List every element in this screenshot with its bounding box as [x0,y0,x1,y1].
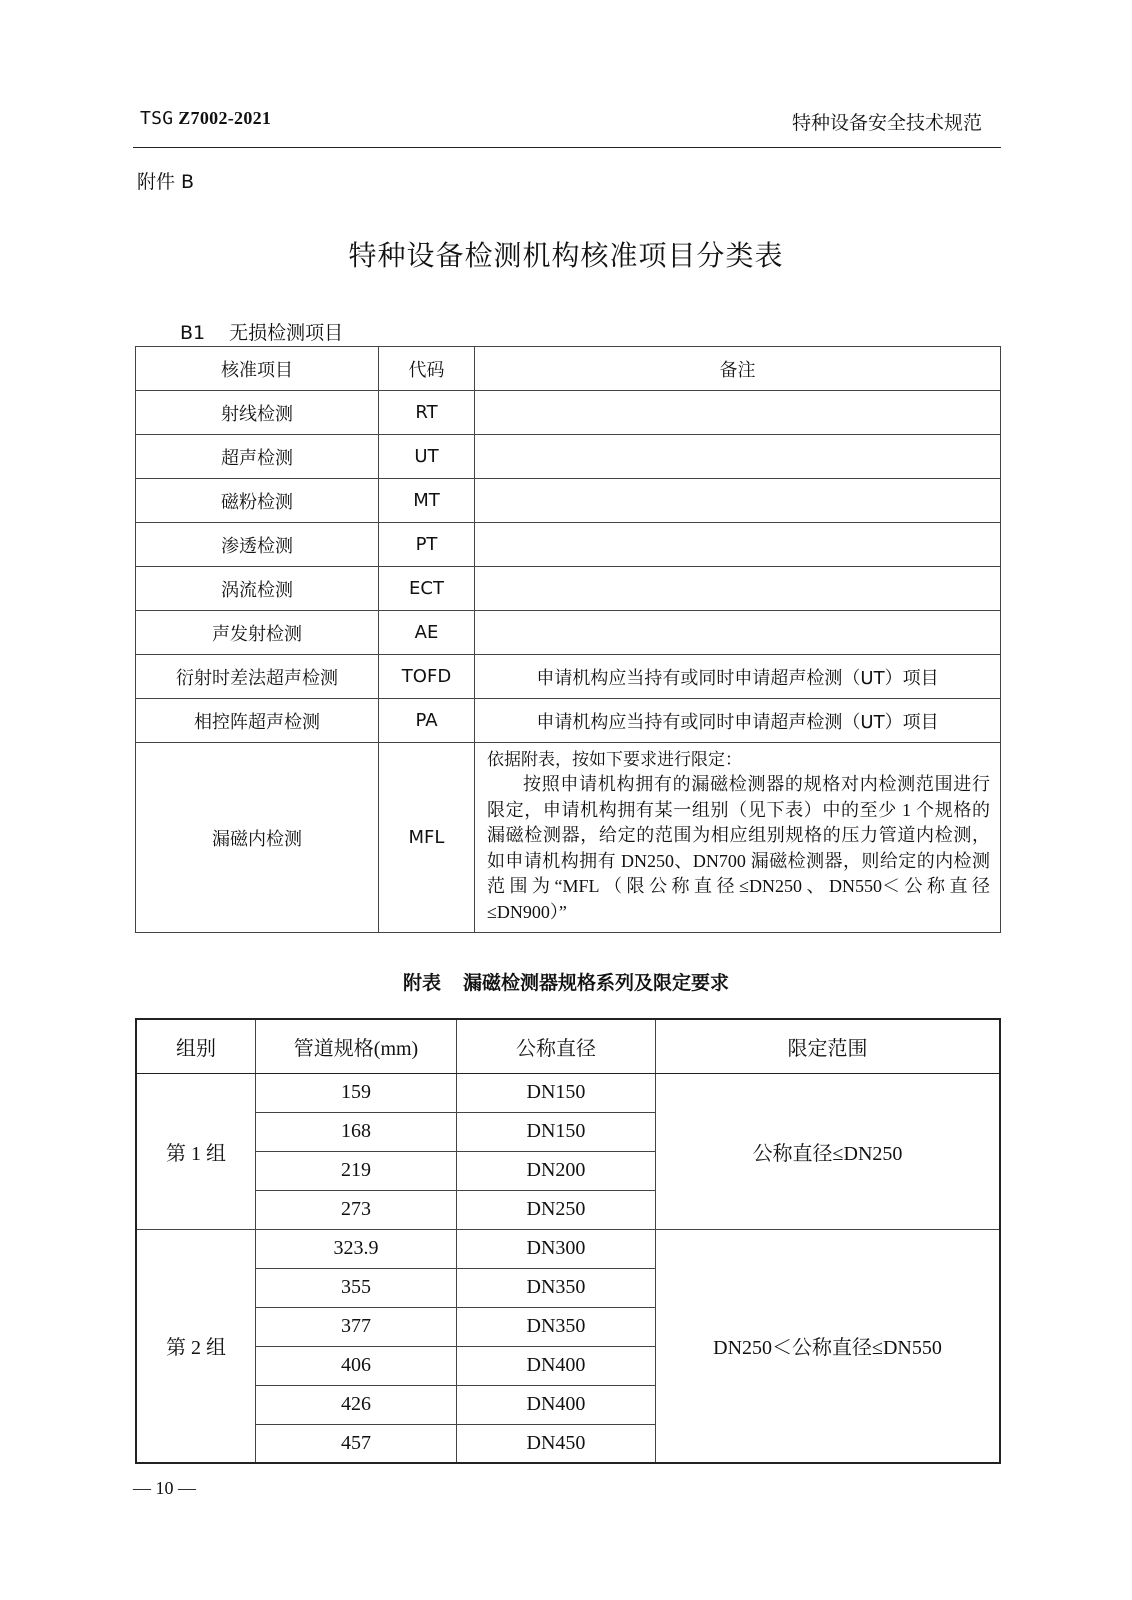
note-cell: 申请机构应当持有或同时申请超声检测（UT）项目 [475,699,1001,743]
note-cell [475,743,1001,933]
annex-label: 附件 B [137,171,195,193]
header-cell-code: 代码 [379,347,475,391]
table-row [136,391,1001,435]
ndt-items-table [135,346,1001,933]
attached-table-name: 漏磁检测器规格系列及限定要求 [463,972,730,994]
attached-table-prefix: 附表 [402,972,441,994]
dn-cell: DN250 [457,1190,656,1229]
spec-cell: 377 [256,1307,457,1346]
spec-cell: 426 [256,1385,457,1424]
header-cell-group: 组别 [136,1019,256,1073]
code-cell: ECT [379,567,475,611]
code-cell: UT [379,435,475,479]
item-cell: 涡流检测 [136,567,379,611]
header-divider [133,147,1001,148]
table-row-mfl [136,743,1001,933]
item-cell: 渗透检测 [136,523,379,567]
code-cell: RT [379,391,475,435]
note-cell [475,611,1001,655]
table-row [136,1073,1000,1112]
note-cell [475,523,1001,567]
header-cell-spec: 管道规格(mm) [256,1019,457,1073]
table-row [136,523,1001,567]
code-cell: PA [379,699,475,743]
table-header-row [136,1019,1000,1073]
header-cell-item: 核准项目 [136,347,379,391]
note-cell [475,479,1001,523]
spec-cell: 457 [256,1424,457,1463]
page-number: — 10 — [133,1478,196,1498]
range-cell: 公称直径≤DN250 [656,1073,1001,1229]
item-cell: 磁粉检测 [136,479,379,523]
spec-cell: 406 [256,1346,457,1385]
header-cell-dn: 公称直径 [457,1019,656,1073]
code-cell: TOFD [379,655,475,699]
dn-cell: DN400 [457,1385,656,1424]
code-cell: AE [379,611,475,655]
mfl-spec-table [135,1018,1001,1464]
item-cell: 漏磁内检测 [136,743,379,933]
spec-cell: 273 [256,1190,457,1229]
note-cell [475,567,1001,611]
item-cell: 射线检测 [136,391,379,435]
mfl-note-heading: 依据附表，按如下要求进行限定： [487,750,742,770]
series-title: 特种设备安全技术规范 [791,112,982,134]
note-cell [475,391,1001,435]
code-cell: PT [379,523,475,567]
section-title: 无损检测项目 [229,322,344,344]
code-cell: MFL [379,743,475,933]
mfl-note-body: 按照申请机构拥有的漏磁检测器的规格对内检测范围进行限定，申请机构拥有某一组别（见下表）中的至少 1 个规格的漏磁检测器，给定的范围为相应组别规格的压力管道内检测，如申请机构拥有 DN250、DN700 漏磁检测器，则给定的内检测范围为“MFL（限公称直径≤DN250、DN550＜公称直径≤DN900）” [487,774,990,922]
dn-cell: DN150 [457,1112,656,1151]
note-cell [475,435,1001,479]
dn-cell: DN400 [457,1346,656,1385]
header-cell-range: 限定范围 [656,1019,1001,1073]
table-row [136,435,1001,479]
item-cell: 相控阵超声检测 [136,699,379,743]
spec-cell: 219 [256,1151,457,1190]
header-cell-note: 备注 [475,347,1001,391]
note-cell: 申请机构应当持有或同时申请超声检测（UT）项目 [475,655,1001,699]
group-cell: 第 1 组 [136,1073,256,1229]
spec-cell: 323.9 [256,1229,457,1268]
dn-cell: DN200 [457,1151,656,1190]
document-title: 特种设备检测机构核准项目分类表 [348,239,784,272]
dn-cell: DN350 [457,1268,656,1307]
group-cell: 第 2 组 [136,1229,256,1463]
table-row [136,655,1001,699]
section-number: B1 [180,322,206,344]
dn-cell: DN300 [457,1229,656,1268]
doc-code-number: Z7002-2021 [178,108,272,128]
item-cell: 声发射检测 [136,611,379,655]
section-heading [180,318,343,345]
table-row [136,1229,1000,1268]
table-header-row [136,347,1001,391]
code-cell: MT [379,479,475,523]
table-row [136,479,1001,523]
dn-cell: DN150 [457,1073,656,1112]
table-row [136,567,1001,611]
spec-cell: 168 [256,1112,457,1151]
attached-table-title [0,968,1132,995]
table-row [136,699,1001,743]
spec-cell: 159 [256,1073,457,1112]
dn-cell: DN450 [457,1424,656,1463]
doc-code-prefix: TSG [140,108,174,129]
doc-code [140,108,271,129]
range-cell: DN250＜公称直径≤DN550 [656,1229,1001,1463]
item-cell: 衍射时差法超声检测 [136,655,379,699]
table-row [136,611,1001,655]
dn-cell: DN350 [457,1307,656,1346]
item-cell: 超声检测 [136,435,379,479]
spec-cell: 355 [256,1268,457,1307]
